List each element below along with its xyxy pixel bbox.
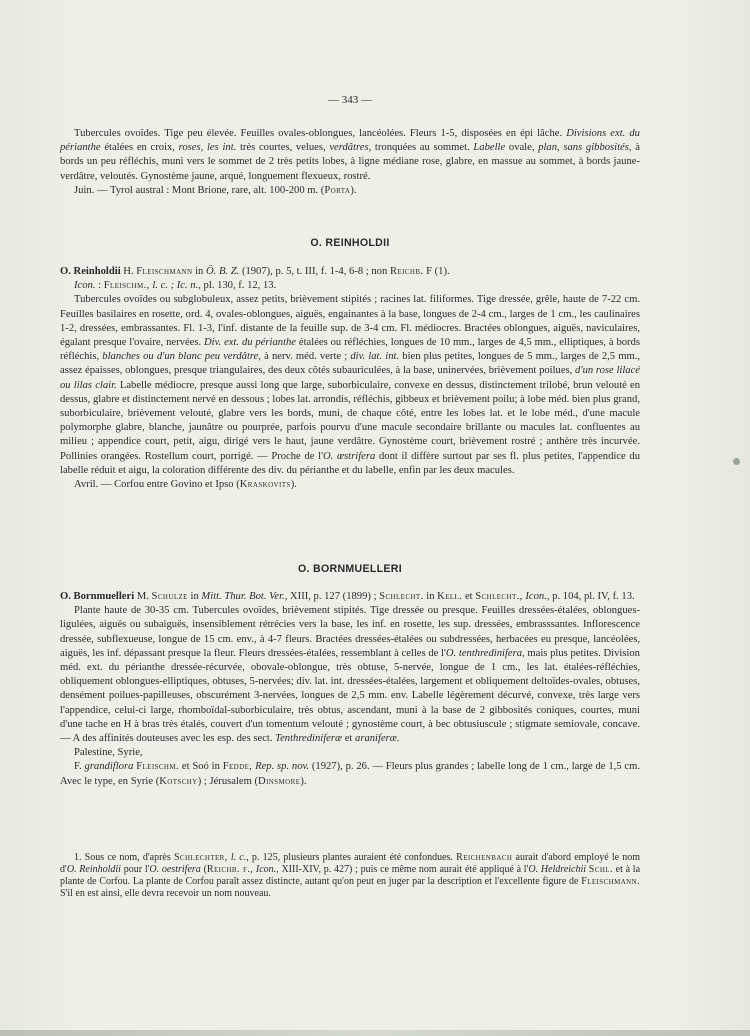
bornmuelleri-distribution: Palestine, Syrie,: [74, 747, 143, 759]
page-number: — 343 —: [328, 94, 372, 106]
reinholdii-distribution: Avril. — Corfou entre Govino et Ipso (Kraskovits).: [74, 479, 297, 491]
intro-paragraph: Tubercules ovoïdes. Tige peu élevée. Feuilles ovales-oblongues, lancéolées. Fleurs 1-5, disposées en épi lâche. Divisions ext. du périanthe étalées en croix, roses, les int. très courtes, velues, verdâtres, tronquées au sommet. Labelle ovale, plan, sans gibbosités, à bords un peu réfléchis, muni vers le sommet de 2 très petits lobes, à ligne médiane rose, glabre, en massue au sommet, à bords jaune-verdâtre, veloutés. Gynostème jaune, arqué, longuement flexueux, rostré.: [60, 128, 640, 182]
bornmuelleri-description: Plante haute de 30-35 cm. Tubercules ovoïdes, brièvement stipités. Tige dressée ou presque. Feuilles dressées-étalées, oblongues-ligulées, aiguës ou subaiguës, insensiblement rétrécies vers la base, les inf. en rosette, les sup. dressées, embrasssantes. Inflorescence dressée, subflexueuse, longue de 15 cm. env., à 4-7 fleurs. Bractées dressées-étalées ou subdressées, herbacées eu presque, lancéolées, aiguës, les inf. dépassant presque la fleur. Fleurs dressées-étalées, ressemblant à celles de l'O. tenthredinifera, mais plus petites. Division méd. ext. du périanthe dressée-récurvée, obovale-oblongue, très obtuse, 5-nervée, longue de 1 cm., les lat. étalées-réfléchies, obliquement oblongues-elliptiques, obtuses, 5-nervées; div. lat. int. dressées-étalées, largement et obliquement deltoïdes-ovales, obtuses, densément poilues-papilleuses, obscurément 3-nervées, longues de 2,5 mm. env. Labelle légèrement décurvé, convexe, très large vers l'appendice, celui-ci large, rhomboïdal-suborbiculaire, très obtus, ascendant, muni à la base de 2 gibbosités coniques, courtes, muni d'une tache en H à bras très étalés, couvert d'un tomentum velouté ; gynostème court, à bec obtusiuscule ; stigmate semiovale, concave. — A des affinités douteuses avec les esp. des sect. Tenthrediniferæ et araniferæ.: [60, 605, 640, 745]
bornmuelleri-block: [60, 590, 640, 789]
reinholdii-block: [60, 265, 640, 492]
page-bottom-edge: [0, 1030, 750, 1036]
reinholdii-citation: O. Reinholdii H. Fleischmann in Ö. B. Z. (1907), p. 5, t. III, f. 1-4, 6-8 ; non Reichb. F (1).: [60, 266, 450, 277]
bornmuelleri-heading: O. BORNMUELLERI: [298, 563, 402, 575]
intro-distribution: Juin. — Tyrol austral : Mont Brione, rare, alt. 100-200 m. (Porta).: [74, 184, 357, 196]
footnote-text: 1. Sous ce nom, d'après Schlechter, l. c., p. 125, plusieurs plantes auraient été confondues. Reichenbach aurait d'abord employé le nom d'O. Reinholdii pour l'O. oestrifera (Reichb. f., Icon., XIII-XIV, p. 427) ; puis ce même nom aurait été appliqué à l'O. Heldreichii Schl. et à la plante de Corfou. La plante de Corfou paraît assez distincte, autant qu'on peut en juger par la description et l'excellente figure de Fleischmann. S'il en est ainsi, elle devra recevoir un nom nouveau.: [60, 852, 641, 899]
reinholdii-icon-ref: Icon. : Fleischm., l. c. ; Ic. n., pl. 130, f. 12, 13.: [74, 280, 277, 292]
intro-block: [60, 127, 640, 198]
scan-dot: [733, 458, 740, 465]
reinholdii-heading: O. REINHOLDII: [310, 237, 390, 249]
reinholdii-description: Tubercules ovoïdes ou subglobuleux, assez petits, brièvement stipités ; racines lat. filiformes. Tige dressée, grêle, haute de 7-22 cm. Feuilles basilaires en rosette, ord. 4, ovales-oblongues, aiguës, engainantes à la base, longues de 2-4 cm., larges de 1 cm., les caulinaires 1-2, dressées, embrassantes. Fl. 1-3, l'inf. distante de la feuille sup. de 3-4 cm. Fl. médiocres. Bractées oblongues, aiguës, naviculaires, égalant presque l'ovaire, nervées. Div. ext. du périanthe étalées ou réfléchies, longues de 10 mm., larges de 4,5 mm., elliptiques, à bords réfléchis, blanches ou d'un blanc peu verdâtre, à nerv. méd. verte ; div. lat. int. bien plus petites, longues de 5 mm., larges de 2,5 mm., assez épaisses, oblongues, presque triangulaires, des deux côtés subauriculées, à la base, uninervées, brièvement poilues, d'un rose lilacé ou lilas clair. Labelle médiocre, presque aussi long que large, suborbiculaire, convexe en dessus, distinctement trilobé, brun velouté en dessus, glabre et distinctement nervé en dessous ; lobes lat. arrondis, réfléchis, gibbeux et brièvement poilu; à lobe méd. bien plus grand, suborbiculaire, brièvement velouté, glabre vers les bords, muni, de chaque côté, entre les lobes lat. et le lobe méd., d'une macule polymorphe glabre, blanche, jaunâtre ou pourprée, parfois pourvu d'une macule secondaire brillante ou macules lat. confluentes au milieu ; appendice court, petit, aigu, dirigé vers le haut, jaune verdâtre. Gynostème court, brièvement rostré ; anthère très incurvée. Pollinies orangées. Rostellum court, porrigé. — Proche de l'O. œstrifera dont il diffère surtout par ses fl. plus petites, l'appendice du labelle réduit et aigu, la coloration différente des div. du périanthe et du labelle, enfin par les deux macules.: [60, 294, 641, 476]
footnote: [60, 852, 640, 900]
bornmuelleri-variety: F. grandiflora Fleischm. et Soó in Fedde, Rep. sp. nov. (1927), p. 26. — Fleurs plus grandes ; labelle long de 1 cm., large de 1,5 cm. Avec le type, en Syrie (Kotschy) ; Jérusalem (Dinsmore).: [60, 761, 640, 787]
bornmuelleri-citation: O. Bornmuelleri M. Schulze in Mitt. Thur. Bot. Ver., XIII, p. 127 (1899) ; Schlecht. in Kell. et Schlecht., Icon., p. 104, pl. IV, f. 13.: [60, 591, 635, 602]
